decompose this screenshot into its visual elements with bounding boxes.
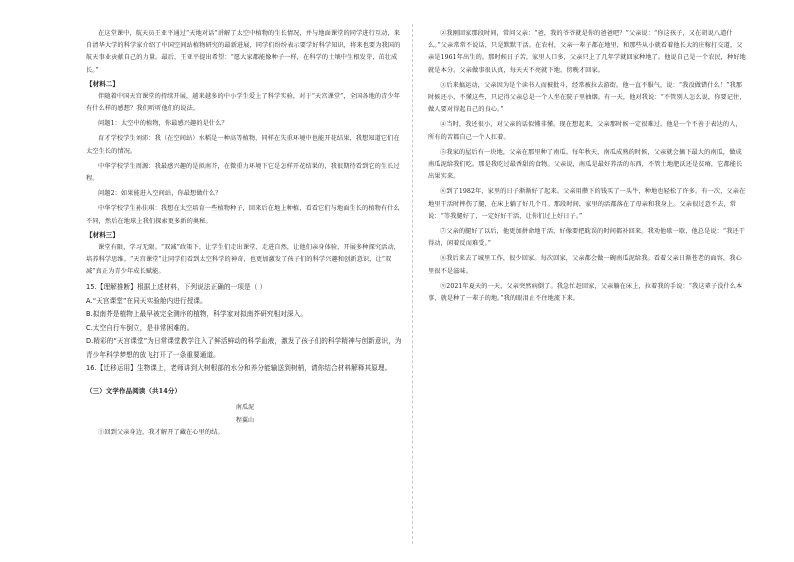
material-one-paragraph: 在这堂课中，航天员王亚平通过“天地对话”讲解了太空中植物的生长情况，并与地面课堂的同学进行互动，来自清华大学的科学家介绍了中国空间站植物研究的最新进展，同学们纷纷表示要学好科学知识，将来也要为我国的航天事业贡献自己的力量。最后，王亚平提出希望：“愿大家都能像种子一样，在科学的土壤中生根发芽，茁壮成长。” [86,30,401,74]
material-two-heading: 【材料二】 [86,79,119,88]
story-author: 程翼山 [235,416,255,424]
story-title: 南瓜泥 [235,403,255,411]
story-paragraph-7: ⑦父亲的腿好了以后，他更加拼命地干活，好像要把耽误的时间都补回来。我劝他歇一歇，他总是说：“我还干得动，闲着反而难受。” [428,228,746,248]
right-column [428,28,748,305]
story-paragraph-2: ②我刚回家那段时间，常问父亲：“爸，我的爷爷就是你的爸爸吧？”父亲说：“你这孩子，又在胡说八道什么。”父亲常常不说话，只是默默干活。在农村，父亲一辈子都在地里，和那些从小就看着他长大的庄稼打交道，父亲是1961年出生的。那时候日子苦，家里人口多，父亲只上了几年学就回家种地了。他说自己是一个农民，种好地就是本分。父亲做事很认真，每天天不亮就下地，傍晚才回家。 [428,30,746,74]
question-two: 问题2：如果能进入空间站，你最想做什么？ [98,190,222,198]
story-paragraph-1: ①回到父亲身边，我才解开了藏在心里的结。 [98,428,224,436]
question-one: 问题1：太空中的植物，你最感兴趣的是什么？ [98,120,228,128]
story-paragraph-4: ④当时，我还很小，对父亲的话似懂非懂。现在想起来，父亲那时候一定很难过。他是一个不善于表达的人，所有的苦都自己一个人扛着。 [428,121,742,141]
story-paragraph-6: ⑥到了1982年，家里的日子渐渐好了起来。父亲用攒下的钱买了一头牛，种地也轻松了许多。有一次，父亲在地里干活时摔伤了腿，在床上躺了好几个月。那段时间，家里的活都落在了母亲和我身上。父亲很过意不去，常说：“等我腿好了，一定好好干活，让你们过上好日子。” [428,188,746,220]
option-a: A.“天宫课堂”在同天实验舱内进行授课。 [86,296,207,305]
left-column [86,28,404,439]
question-15: 15.【理解推断】根据上述材料，下列说法正确的一项是（ ） [86,283,267,292]
option-d: D.精彩的“天宫课堂”为日常课堂教学注入了鲜活鲜动的科学血液，激发了孩子们的科学精神与创新意识，为青少年科学梦想的放飞打开了一条重要通道。 [86,337,402,359]
story-paragraph-8: ⑧我后来去了城里工作，很少回家。每次回家，父亲都会做一碗南瓜泥给我。看着父亲日渐苍老的面容，我心里很不是滋味。 [428,255,742,275]
option-b: B.拟南芥是植物上最早被完全测序的植物，科学家对拟南芥研究相对深入。 [86,310,308,319]
question-16: 16.【迁移运用】生物课上，老师讲到大树根部的水分和养分能输送到树梢，请你结合材料解释其原理。 [86,364,392,373]
story-paragraph-5: ⑤我家的屋后有一块地，父亲在那里种了南瓜。每年秋天，南瓜成熟的时候，父亲就会摘下最大的南瓜，做成南瓜泥给我们吃。那是我吃过最香甜的食物。父亲说，南瓜是最好养活的东西，不管土地肥沃还是贫瘠，它都能长出果实来。 [428,148,743,181]
material-three-paragraph: 课堂有限，学习无限。“双减”政策下，让学生们走出课堂、走进自然，让他们亲身体验，开展多种探究活动，培养科学思维。“天宫课堂”让同学们看到太空科学的神奇，也更加激发了孩子们的科学兴趣和创新意识，让“双减”真正为青少年成长赋能。 [86,243,401,276]
answer-two: 中华学校学生周源：我最感兴趣的是拟南芥，在微重力环境下它是怎样开花结果的，我很期待看到它的生长过程。 [86,162,400,183]
material-two-intro: 伴随着中国天宫课堂的持续开展，越来越多的中小学生爱上了科学实验，对于“天宫课堂”，全国各地的青少年有什么样的感想？我们听听他们的说法。 [86,92,401,113]
material-three-heading: 【材料三】 [86,230,119,239]
option-c: C.太空自行车倒立，是非常困难的。 [86,323,194,332]
story-paragraph-3: ③后来搞运动，父亲因为是个读书人而被批斗，经常被拉去游街。他一直不服气，说：“我没做错什么！”我那时候还小，不懂这些，只记得父亲总是一个人坐在院子里抽烟。有一天，他对我说：“不管别人怎么说，你要记住，做人要对得起自己的良心。” [428,81,746,114]
story-paragraph-9: ⑨2021年夏天的一天，父亲突然病倒了。我急忙赶回家，父亲躺在床上，拉着我的手说：“我这辈子没什么本事，就是种了一辈子的地。”我的眼泪止不住地流下来。 [428,282,743,303]
column-divider [412,24,414,544]
answer-one: 育才学校学生刘沛：我（在空间站）水稻是一种高等植物，同样在失重环境中也能开花结果，我想知道它们在太空生长的情况。 [86,135,400,155]
section-three-heading: （三）文学作品阅读（共14分） [86,386,182,395]
answer-three: 中华学校学生孙佳琪：我想在太空培育一些植物种子，回来后在地上种植，看看它们与地面生长的植物有什么不同，然后在地球上我们探索更多新的奥秘。 [86,205,400,225]
